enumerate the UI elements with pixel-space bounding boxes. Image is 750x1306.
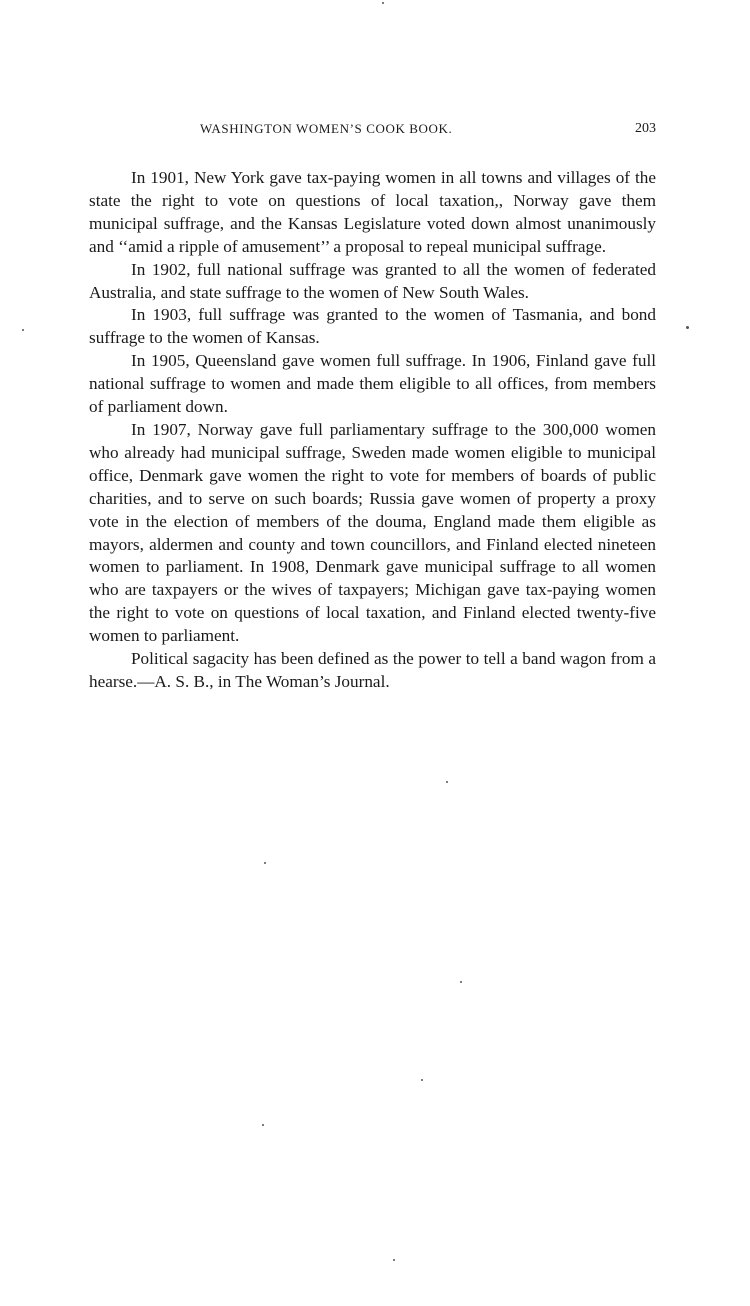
paragraph-1903: In 1903, full suffrage was granted to the women of Tasmania, and bond suffrage to the women of Kansas. — [89, 305, 656, 348]
running-title: WASHINGTON WOMEN’S COOK BOOK. — [200, 121, 453, 136]
running-header — [90, 121, 656, 141]
paragraph-1907-1908: In 1907, Norway gave full parliamentary suffrage to the 300,000 women who already had municipal suffrage, Sweden made women eligible to municipal office, Denmark gave women the right to vote for members of boards of public charities, and to serve on such boards; Russia gave women of property a proxy vote in the election of members of the douma, England made them eligible as mayors, aldermen and county and town councillors, and Finland elected nineteen women to parliament. In 1908, Denmark gave municipal suffrage to all women who are taxpayers or the wives of taxpayers; Michigan gave tax-paying women the right to vote on questions of local taxation, and Finland elected twenty-five women to parliament. — [89, 419, 656, 646]
paragraph-1905-1906: In 1905, Queensland gave women full suffrage. In 1906, Finland gave full national suffrage to women and made them eligible to all offices, from members of parliament down. — [89, 351, 656, 417]
body-text — [89, 167, 656, 694]
scan-speck — [686, 326, 689, 329]
scan-speck — [446, 781, 448, 783]
paragraph-1902: In 1902, full national suffrage was granted to all the women of federated Australia, and state suffrage to the women of New South Wales. — [89, 259, 656, 302]
scan-speck — [264, 862, 266, 864]
page-number: 203 — [635, 121, 656, 136]
scan-speck — [22, 329, 24, 331]
scan-speck — [262, 1124, 264, 1126]
paragraph-1901: In 1901, New York gave tax-paying women in all towns and villages of the state the right to vote on questions of local taxation,, Norway gave them municipal suffrage, and the Kansas Legislature voted down almost unanimously and ‘‘amid a ripple of amusement’’ a proposal to repeal municipal suffrage. — [89, 168, 656, 256]
scan-speck — [421, 1079, 423, 1081]
paragraph-quotation: Political sagacity has been defined as the power to tell a band wagon from a hearse.—A. S. B., in The Woman’s Journal. — [89, 649, 656, 691]
scan-speck — [460, 981, 462, 983]
scan-speck — [393, 1259, 395, 1261]
scan-speck — [382, 2, 384, 4]
